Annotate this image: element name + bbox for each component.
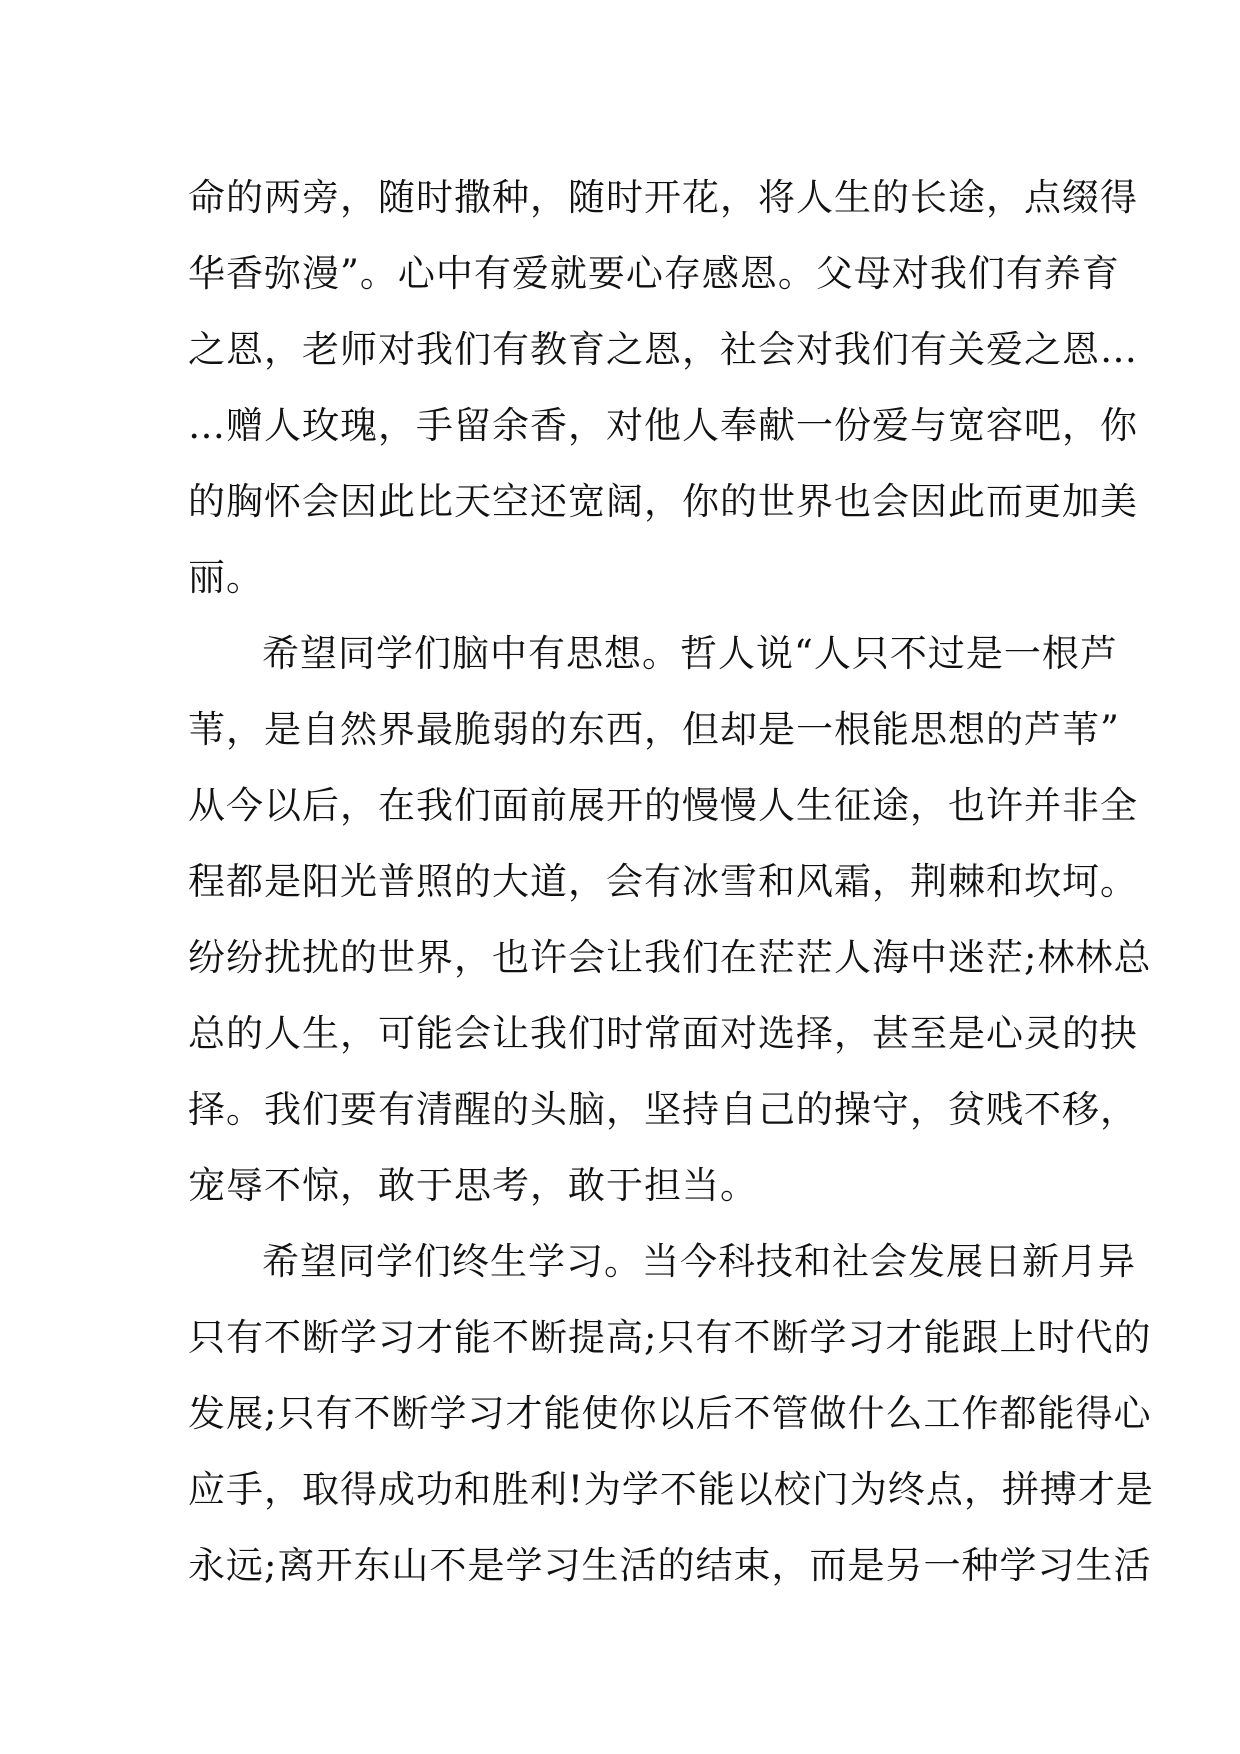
text-line: 命的两旁，随时撒种，随时开花，将人生的长途，点缀得: [188, 176, 1138, 219]
text-line: …赠人玫瑰，手留余香，对他人奉献一份爱与宽容吧，你: [188, 404, 1138, 447]
text-line: 丽。: [188, 556, 264, 599]
text-line: 永远;离开东山不是学习生活的结束，而是另一种学习生活: [188, 1544, 1152, 1587]
text-line: 择。我们要有清醒的头脑，坚持自己的操守，贫贱不移，: [188, 1088, 1138, 1131]
text-line: 程都是阳光普照的大道，会有冰雪和风霜，荆棘和坎坷。: [188, 860, 1138, 903]
text-line: 苇，是自然界最脆弱的东西，但却是一根能思想的芦苇”: [188, 708, 1120, 751]
document-body: [188, 160, 1154, 1604]
text-line: 从今以后，在我们面前展开的慢慢人生征途，也许并非全: [188, 784, 1138, 827]
text-line: 只有不断学习才能不断提高;只有不断学习才能跟上时代的: [188, 1316, 1152, 1359]
text-line: 华香弥漫”。心中有爱就要心存感恩。父母对我们有养育: [188, 252, 1120, 295]
text-line: 应手，取得成功和胜利!为学不能以校门为终点，拼搏才是: [188, 1468, 1154, 1511]
text-line: 的胸怀会因此比天空还宽阔，你的世界也会因此而更加美: [188, 480, 1138, 523]
paragraph-start-line: 希望同学们脑中有思想。哲人说“人只不过是一根芦: [262, 632, 1118, 675]
text-line: 发展;只有不断学习才能使你以后不管做什么工作都能得心: [188, 1392, 1152, 1435]
text-line: 纷纷扰扰的世界，也许会让我们在茫茫人海中迷茫;林林总: [188, 936, 1152, 979]
text-line: 总的人生，可能会让我们时常面对选择，甚至是心灵的抉: [188, 1012, 1138, 1055]
text-line: 宠辱不惊，敢于思考，敢于担当。: [188, 1164, 758, 1207]
text-line: 之恩，老师对我们有教育之恩，社会对我们有关爱之恩…: [188, 328, 1138, 371]
paragraph-start-line: 希望同学们终生学习。当今科技和社会发展日新月异: [262, 1240, 1136, 1283]
